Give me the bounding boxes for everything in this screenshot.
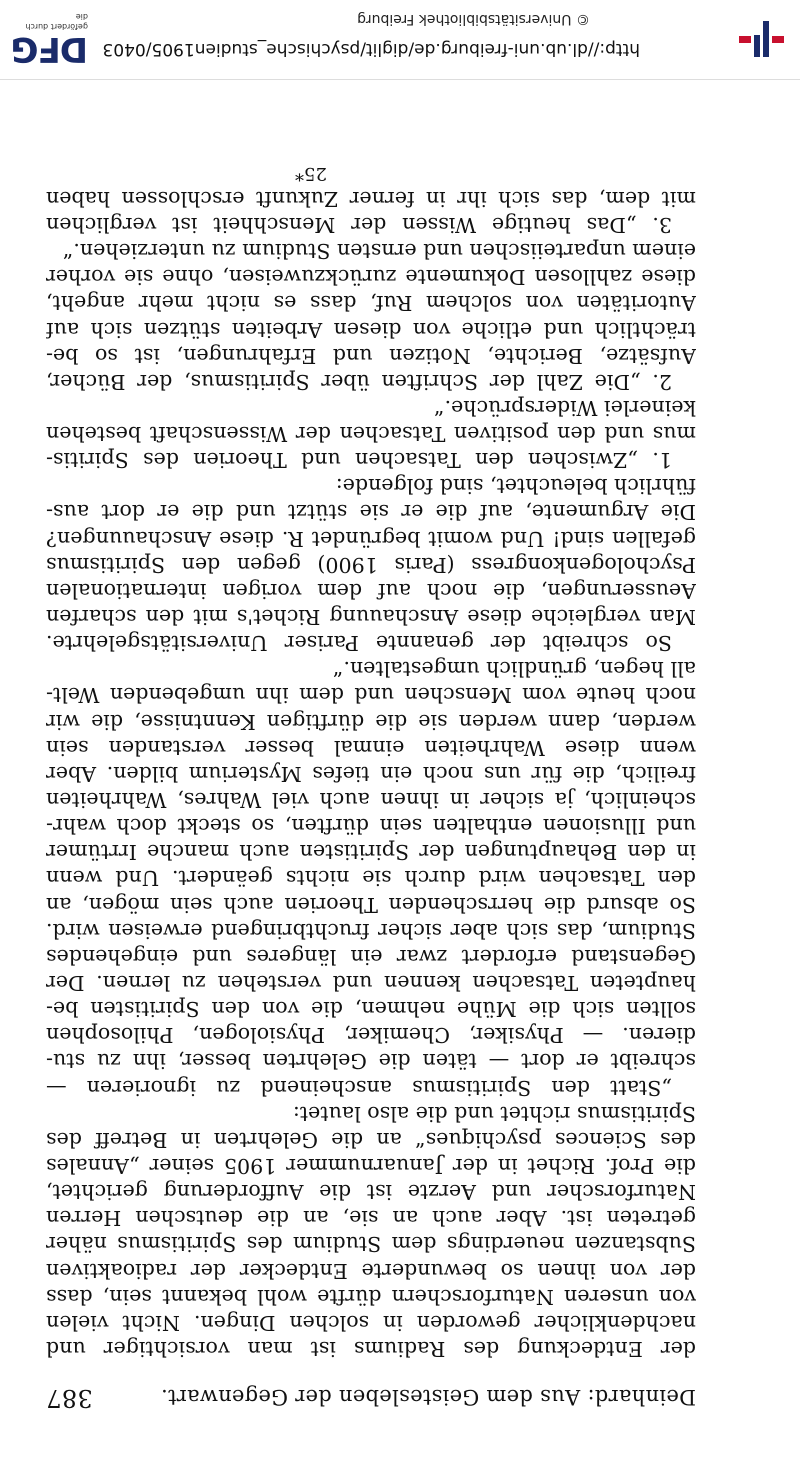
text-line: trächtlich und etliche von diesen Arbeiten stützen sich auf [46,317,696,342]
text-line: getreten ist. Aber auch an sie, an die deutschen Herren [46,1206,696,1231]
text-line: So absurd die herrschenden Theorien auch sein mögen, an [46,892,696,917]
text-line: scheinlich, ja sicher in ihnen auch viel Wahres, Wahrheiten [46,788,696,813]
text-line: die Prof. Richet in der Januarnummer 1905 seiner „Annales [46,1154,696,1179]
text-line: keinerlei Widersprüche.“ [434,395,696,420]
text-line: schreibt er dort — täten die Gelehrten besser, ihn zu stu- [46,1049,696,1074]
text-line: einem unparteiischen und ernsten Studium zu unterziehen.“ [62,239,696,264]
text-line: 1. „Zwischen den Tatsachen und Theorien des Spiritis- [46,448,672,473]
text-line: all hegen, gründlich umgestalten.“ [332,657,696,682]
text-line: nachdenklicher geworden in solchen Dingen. Nicht vielen [46,1310,696,1335]
text-line: diese zahllosen Dokumente zurückzuweisen, ohne sie vorher [46,265,696,290]
text-line: werden, dann werden sie die dürftigen Kenntnisse, die wir [46,709,696,734]
text-line: Man vergleiche diese Anschauung Richet's mit den scharfen [46,605,696,630]
text-line: der Entdeckung des Radiums ist man vorsichtiger und [46,1337,696,1361]
text-line: den Tatsachen wird durch sie nichts geändert. Und wenn [46,866,696,891]
copyright-notice: © Universitätsbibliothek Freiburg [357,11,590,27]
text-line: Naturforscher und Aerzte ist die Aufforderung gerichtet, [46,1180,696,1205]
text-line: „Statt den Spiritismus anscheinend zu ignorieren — [46,1075,672,1100]
signature-mark: 25* [295,162,327,184]
dfg-logo-text: DFG [11,29,88,69]
text-line: Psychologenkongress (Paris 1900) gegen den Spiritismus [46,552,696,577]
text-line: Spiritismus richtet und die also lautet: [292,1101,696,1126]
source-url-link[interactable]: http://dl.ub.uni-freiburg.de/diglit/psychische_studien1905/0403 [102,39,640,59]
text-line: dieren. — Physiker, Chemiker, Physiologen, Philosophen [46,1023,696,1048]
page-header [46,1384,696,1412]
body-text [46,160,696,1362]
text-line: Autoritäten von solchem Ruf, dass es nicht mehr angeht, [46,291,696,316]
text-line: sollten sich die Mühe nehmen, die von den Spiritisten be- [46,997,696,1022]
text-line: in den Behauptungen der Spiritisten auch manche Irrtümer [46,840,696,865]
text-line: Gegenstand erfordert zwar ein längeres und eingehendes [46,944,696,969]
text-line: Studium, das sich aber sicher fruchtbringend erweisen wird. [46,918,696,943]
text-line: Die Argumente, auf die er sie stützt und die er dort aus- [46,500,696,525]
text-line: mit dem, das sich ihr in ferner Zukunft erschlossen haben [46,186,696,211]
dfg-logo-subtitle: gefördert durch die [25,12,88,31]
university-library-logo-icon [738,17,784,61]
dfg-logo-icon [11,11,88,69]
text-line: 3. „Das heutige Wissen der Menschheit ist verglichen [46,212,672,237]
text-line: Substanzen neuerdings dem Studium des Spiritismus näher [46,1232,696,1257]
text-line: der von ihnen so bewunderte Entdecker der radioaktiven [46,1258,696,1283]
text-line: Aeusserungen, die noch auf dem vorigen internationalen [46,578,696,603]
page-number: 387 [46,1384,93,1412]
text-line: freilich, die für uns noch ein tiefes Mysterium bilden. Aber [46,761,696,786]
text-line: führlich beleuchtet, sind folgende: [335,474,696,499]
text-line: So schreibt der genannte Pariser Universitätsgelehrte. [46,631,672,656]
text-line: haupteten Tatsachen kennen und verstehen zu lernen. Der [46,971,696,996]
text-line: Aufsätze, Berichte, Notizen und Erfahrungen, ist so be- [46,343,696,368]
text-line: noch heute vom Menschen und dem ihn umgebenden Welt- [46,683,696,708]
text-line: mus und den positiven Tatsachen der Wissenschaft bestehen [46,422,696,447]
footer-bar [0,0,800,80]
text-line: wenn diese Wahrheiten einmal besser verstanden sein [46,735,696,760]
text-line: des Sciences psychiques“ an die Gelehrten in Betreff des [46,1127,696,1152]
text-line: von unseren Naturforschern dürfte wohl bekannt sein, dass [46,1284,696,1309]
running-title: Deinhard: Aus dem Geistesleben der Gegenwart. [160,1385,696,1409]
text-line: 2. „Die Zahl der Schriften über Spiritismus, der Bücher, [46,369,672,394]
text-line: und Illusionen enthalten sein dürften, so steckt doch wahr- [46,814,696,839]
text-line: gefallen sind! Und womit begründet R. diese Anschauungen? [46,526,696,551]
